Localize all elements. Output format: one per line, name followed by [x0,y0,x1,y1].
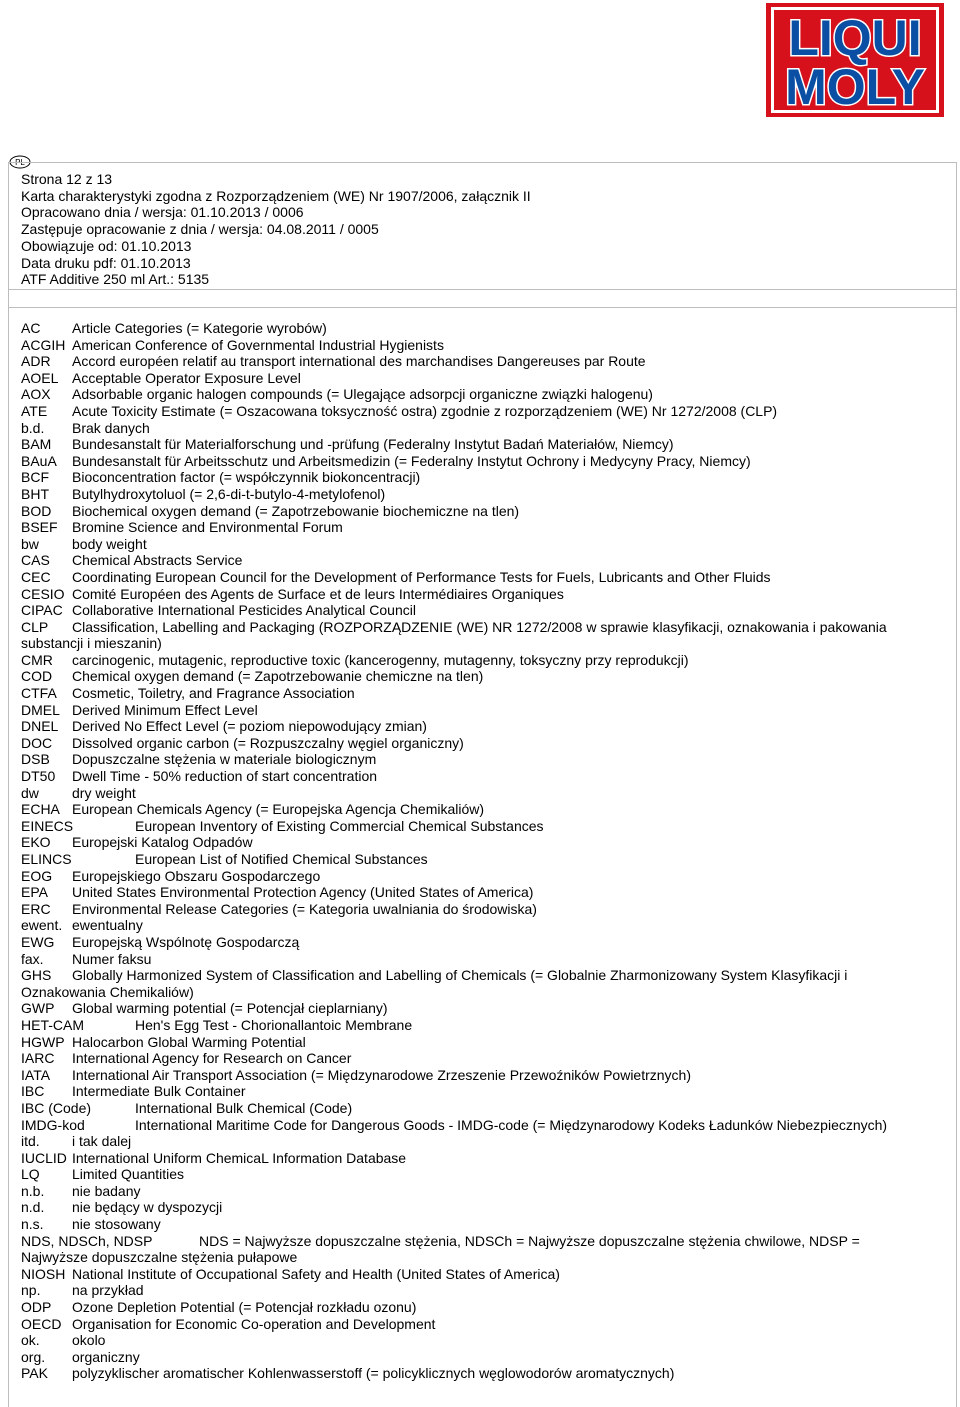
glossary-definition: polyzyklischer aromatischer Kohlenwasserstoff (= policyklicznych węglowodorów aromatycznych) [72,1365,675,1382]
glossary-row [21,503,921,520]
glossary-definition: Brak danych [72,419,150,436]
glossary-row [21,1299,921,1316]
glossary-abbr: CESIO [21,585,65,602]
logo-line2: MOLY [785,59,925,115]
glossary-row [21,951,921,968]
glossary-row [21,917,921,934]
glossary-row [21,967,921,1000]
glossary-definition: Derived No Effect Level (= poziom niepowodujący zmian) [72,718,427,735]
glossary-abbr: AOEL [21,369,59,386]
glossary-abbr: CEC [21,568,51,585]
glossary-definition: Biochemical oxygen demand (= Zapotrzebowanie biochemiczne na tlen) [72,502,520,519]
glossary-abbr: n.s. [21,1216,44,1233]
glossary-abbr: ELINCS [21,851,72,867]
glossary-row [21,353,921,370]
glossary-row [21,1233,921,1266]
glossary-row [21,868,921,885]
glossary-abbr: EPA [21,884,48,901]
glossary-definition: Dissolved organic carbon (= Rozpuszczalny węgiel organiczny) [72,734,464,751]
document-title: Karta charakterystyki zgodna z Rozporządzeniem (WE) Nr 1907/2006, załącznik II [21,187,531,204]
glossary-abbr: IBC [21,1083,45,1100]
glossary-row [21,884,921,901]
glossary-abbr: ACGIH [21,336,66,353]
glossary-definition: Environmental Release Categories (= Kategoria uwalniania do środowiska) [72,900,537,917]
glossary-row [21,834,921,851]
glossary-row [21,851,921,868]
glossary-definition: Europejski Katalog Odpadów [72,834,253,851]
glossary-definition: Bundesanstalt für Materialforschung und -prüfung (Federalny Instytut Badań Materiałów, Niemcy) [72,436,674,453]
glossary-abbr: EOG [21,867,53,884]
glossary-definition: European List of Notified Chemical Substances [135,851,428,867]
glossary-definition: Accord européen relatif au transport international des marchandises Dangereuses par Route [72,353,646,370]
glossary-row [21,1282,921,1299]
glossary-row [21,1332,921,1349]
glossary-row [21,751,921,768]
glossary-definition: dry weight [72,784,136,801]
glossary-abbr: BSEF [21,519,58,536]
glossary-definition: Butylhydroxytoluol (= 2,6-di-t-butylo-4-metylofenol) [72,485,386,502]
logo-line1: LIQUI [788,10,922,66]
glossary-row [21,1166,921,1183]
glossary-row [21,436,921,453]
prepared-date: Opracowano dnia / wersja: 01.10.2013 / 0006 [21,204,304,221]
glossary-definition: Hen's Egg Test - Chorionallantoic Membrane [135,1016,413,1033]
glossary-row [21,702,921,719]
glossary-abbr: BOD [21,502,52,519]
glossary-definition: Intermediate Bulk Container [72,1083,246,1100]
print-date: Data druku pdf: 01.10.2013 [21,254,191,271]
replaces-version: Zastępuje opracowanie z dnia / wersja: 04.08.2011 / 0005 [21,221,379,238]
glossary-definition: International Uniform ChemicaL Information Database [72,1149,407,1166]
glossary-row [21,1034,921,1051]
glossary-row [21,1150,921,1167]
section-divider [8,307,957,308]
glossary-definition: Halocarbon Global Warming Potential [72,1033,306,1050]
glossary-abbr: ok. [21,1332,40,1349]
glossary-definition: i tak dalej [72,1133,132,1150]
glossary-abbr: AOX [21,386,51,403]
glossary-row [21,1100,921,1117]
glossary-row [21,453,921,470]
liqui-moly-logo [766,3,944,117]
glossary-definition: International Maritime Code for Dangerous Goods - IMDG-code (= Międzynarodowy Kodeks Ładunków Niebezpiecznych) [135,1116,888,1133]
glossary-abbr: itd. [21,1133,40,1150]
glossary-abbr: np. [21,1282,41,1299]
glossary-definition: Collaborative International Pesticides Analytical Council [72,602,416,619]
glossary-abbr: DOC [21,734,53,751]
glossary-abbr: BAM [21,436,52,453]
glossary-definition: Coordinating European Council for the Development of Performance Tests for Fuels, Lubricants and Other Fluids [72,568,771,585]
glossary-row [21,1050,921,1067]
glossary-abbr: bw [21,535,39,552]
glossary-definition: Acceptable Operator Exposure Level [72,369,301,386]
glossary-abbr: b.d. [21,419,45,436]
page-number: Strona 12 z 13 [21,171,113,187]
abbreviation-glossary [21,320,921,1382]
glossary-row [21,785,921,802]
glossary-definition: Europejskiego Obszaru Gospodarczego [72,867,321,884]
glossary-definition: Cosmetic, Toiletry, and Fragrance Association [72,685,355,702]
glossary-definition: European Chemicals Agency (= Europejska Agencja Chemikaliów) [72,801,485,818]
glossary-definition: na przykład [72,1282,144,1299]
valid-from: Obowiązuje od: 01.10.2013 [21,237,192,254]
glossary-abbr: dw [21,784,39,801]
glossary-row [21,552,921,569]
glossary-row [21,1266,921,1283]
glossary-abbr: EINECS [21,817,74,834]
glossary-abbr: ODP [21,1299,52,1316]
glossary-abbr: n.d. [21,1199,45,1216]
glossary-definition: Bromine Science and Environmental Forum [72,519,343,536]
glossary-definition: organiczny [72,1348,140,1365]
glossary-definition: carcinogenic, mutagenic, reproductive toxic (kancerogenny, mutagenny, toksyczny przy reprodukcji) [72,651,689,668]
glossary-row [21,668,921,685]
glossary-abbr: EWG [21,933,55,950]
glossary-row [21,469,921,486]
glossary-definition: Comité Européen des Agents de Surface et de leurs Intermédiaires Organiques [72,585,564,602]
glossary-definition: United States Environmental Protection Agency (United States of America) [72,884,534,901]
glossary-abbr: BHT [21,485,49,502]
glossary-abbr: IUCLID [21,1149,67,1166]
glossary-abbr: HGWP [21,1033,65,1050]
glossary-row [21,901,921,918]
glossary-definition: Ozone Depletion Potential (= Potencjał rozkładu ozonu) [72,1299,417,1316]
glossary-abbr: DSB [21,751,50,768]
glossary-row [21,619,921,652]
glossary-definition: Europejską Wspólnotę Gospodarczą [72,933,300,950]
glossary-definition: National Institute of Occupational Safety and Health (United States of America) [72,1265,560,1282]
glossary-row [21,685,921,702]
document-header [21,171,531,288]
glossary-abbr: n.b. [21,1182,45,1199]
glossary-abbr: CIPAC [21,602,63,619]
glossary-row [21,420,921,437]
glossary-abbr: CMR [21,651,53,668]
glossary-abbr: ECHA [21,801,60,818]
glossary-row [21,1133,921,1150]
glossary-abbr: OECD [21,1315,62,1332]
glossary-abbr: AC [21,320,41,336]
glossary-row [21,536,921,553]
glossary-row [21,818,921,835]
glossary-definition: nie stosowany [72,1216,161,1233]
glossary-definition: Dwell Time - 50% reduction of start concentration [72,768,378,785]
glossary-row [21,934,921,951]
glossary-abbr: GWP [21,1000,55,1017]
glossary-abbr: ERC [21,900,51,917]
glossary-row [21,801,921,818]
glossary-definition: International Agency for Research on Cancer [72,1050,352,1067]
glossary-row [21,337,921,354]
glossary-definition: Derived Minimum Effect Level [72,701,258,718]
glossary-definition: European Inventory of Existing Commercial Chemical Substances [135,817,544,834]
glossary-definition: body weight [72,535,147,552]
glossary-abbr: IMDG-kod [21,1116,85,1133]
glossary-definition: Article Categories (= Kategorie wyrobów) [72,320,327,336]
glossary-definition: Numer faksu [72,950,152,967]
glossary-abbr: DT50 [21,768,56,785]
glossary-row [21,1216,921,1233]
glossary-definition: Bioconcentration factor (= współczynnik biokoncentracji) [72,469,421,486]
glossary-abbr: CLP [21,618,49,635]
glossary-row [21,403,921,420]
glossary-abbr: DMEL [21,701,60,718]
glossary-abbr: IARC [21,1050,55,1067]
glossary-row [21,1083,921,1100]
glossary-abbr: ewent. [21,917,63,934]
glossary-row [21,1017,921,1034]
glossary-row [21,1349,921,1366]
glossary-row [21,1316,921,1333]
glossary-abbr: EKO [21,834,51,851]
glossary-row [21,718,921,735]
glossary-definition: International Bulk Chemical (Code) [135,1099,353,1116]
glossary-definition: Organisation for Economic Co-operation and Development [72,1315,436,1332]
glossary-abbr: IBC (Code) [21,1099,92,1116]
glossary-definition: Chemical oxygen demand (= Zapotrzebowanie chemiczne na tlen) [72,668,484,685]
glossary-definition: Dopuszczalne stężenia w materiale biologicznym [72,751,377,768]
glossary-abbr: fax. [21,950,44,967]
glossary-definition: nie badany [72,1182,141,1199]
glossary-abbr: ATE [21,402,48,419]
glossary-row [21,768,921,785]
glossary-definition: American Conference of Governmental Industrial Hygienists [72,336,444,353]
glossary-definition: nie będący w dyspozycji [72,1199,223,1216]
glossary-abbr: NIOSH [21,1265,66,1282]
glossary-abbr: GHS [21,967,52,984]
glossary-row [21,1067,921,1084]
glossary-abbr: HET-CAM [21,1016,84,1033]
glossary-row [21,320,921,337]
product-name: ATF Additive 250 ml Art.: 5135 [21,271,210,288]
glossary-row [21,602,921,619]
glossary-definition: Adsorbable organic halogen compounds (= Ulegające adsorpcji organiczne związki halogenu) [72,386,653,403]
svg-text:PL: PL [15,158,25,167]
glossary-row [21,486,921,503]
glossary-abbr: org. [21,1348,46,1365]
glossary-abbr: NDS, NDSCh, NDSP [21,1232,153,1249]
glossary-abbr: PAK [21,1365,48,1382]
glossary-row [21,519,921,536]
glossary-row [21,1117,921,1134]
glossary-abbr: LQ [21,1166,40,1183]
glossary-row [21,386,921,403]
glossary-abbr: IATA [21,1066,51,1083]
glossary-definition: NDS = Najwyższe dopuszczalne stężenia, NDSCh = Najwyższe dopuszczalne stężenia chwilowe, NDSP = Najwyższe dopuszczalne stężenia pułapowe [21,1232,860,1266]
glossary-row [21,1199,921,1216]
glossary-definition: ewentualny [72,917,143,934]
glossary-definition: Acute Toxicity Estimate (= Oszacowana toksyczność ostra) zgodnie z rozporządzeniem (WE) Nr 1272/2008 (CLP) [72,402,778,419]
glossary-abbr: ADR [21,353,51,370]
glossary-row [21,735,921,752]
glossary-definition: Chemical Abstracts Service [72,552,243,569]
glossary-row [21,370,921,387]
glossary-row [21,652,921,669]
glossary-abbr: BCF [21,469,49,486]
glossary-abbr: COD [21,668,53,685]
glossary-abbr: DNEL [21,718,59,735]
glossary-row [21,586,921,603]
glossary-abbr: CTFA [21,685,57,702]
glossary-definition: Global warming potential (= Potencjał cieplarniany) [72,1000,388,1017]
glossary-definition: International Air Transport Association (= Międzynarodowe Zrzeszenie Przewoźników Powietrznych) [72,1066,692,1083]
glossary-definition: Globally Harmonized System of Classification and Labelling of Chemicals (= Globalnie Zharmonizowany System Klasyfikacji i Oznakowania Chemikaliów) [21,967,848,1000]
glossary-definition: Bundesanstalt für Arbeitsschutz und Arbeitsmedizin (= Federalny Instytut Ochrony i Medycyny Pracy, Niemcy) [72,452,751,469]
glossary-row [21,1365,921,1382]
glossary-row [21,569,921,586]
glossary-definition: Limited Quantities [72,1166,185,1183]
glossary-row [21,1000,921,1017]
header-divider [8,289,957,290]
glossary-abbr: CAS [21,552,50,569]
glossary-definition: Classification, Labelling and Packaging (ROZPORZĄDZENIE (WE) NR 1272/2008 w sprawie klasyfikacji, oznakowania i pakowania substancji i mieszanin) [21,618,887,652]
glossary-definition: okolo [72,1332,106,1349]
glossary-abbr: BAuA [21,452,57,469]
glossary-row [21,1183,921,1200]
